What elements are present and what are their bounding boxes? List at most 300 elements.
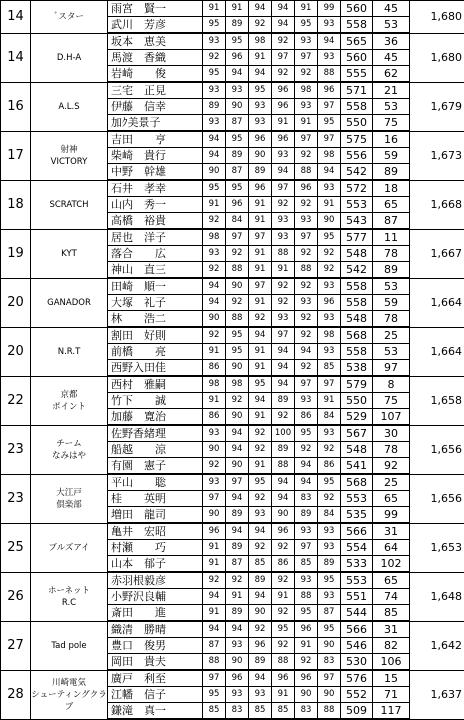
team-name-line: ﾞスター: [31, 11, 107, 23]
individual-total: 546: [341, 638, 373, 654]
series-score: 91: [318, 393, 341, 409]
team-name-line: ホーネット: [31, 585, 107, 597]
individual-place: 85: [373, 605, 410, 622]
series-score: 96: [249, 180, 272, 197]
series-score: 93: [203, 246, 226, 262]
team-name: [31, 621, 108, 670]
series-score: 93: [272, 148, 295, 164]
series-score: 92: [295, 442, 318, 458]
individual-total: 554: [341, 540, 373, 556]
individual-place: 30: [373, 425, 410, 442]
series-score: 98: [203, 376, 226, 393]
team-rank: 14: [1, 33, 31, 82]
series-score: 90: [226, 654, 249, 671]
individual-total: 576: [341, 670, 373, 687]
series-score: 93: [272, 213, 295, 230]
series-score: 91: [203, 344, 226, 360]
individual-place: 25: [373, 474, 410, 491]
series-score: 92: [249, 17, 272, 34]
series-score: 88: [318, 66, 341, 83]
series-score: 93: [318, 311, 341, 328]
individual-total: 553: [341, 572, 373, 589]
individual-place: 15: [373, 670, 410, 687]
team-name: [31, 82, 108, 131]
series-score: 95: [295, 17, 318, 34]
series-score: 89: [226, 17, 249, 34]
series-score: 91: [203, 605, 226, 622]
series-score: 93: [249, 115, 272, 132]
series-score: 91: [203, 1, 226, 17]
series-score: 97: [272, 50, 295, 66]
series-score: 94: [318, 164, 341, 181]
series-score: 92: [249, 442, 272, 458]
series-score: 92: [203, 262, 226, 279]
series-score: 96: [272, 523, 295, 540]
individual-place: 65: [373, 491, 410, 507]
series-score: 91: [272, 589, 295, 605]
individual-total: 541: [341, 458, 373, 475]
series-score: 92: [272, 33, 295, 50]
series-score: 90: [203, 311, 226, 328]
series-score: 93: [295, 393, 318, 409]
series-score: 93: [249, 687, 272, 703]
individual-total: 572: [341, 180, 373, 197]
team-name: [31, 180, 108, 229]
series-score: 91: [249, 458, 272, 475]
series-score: 89: [249, 572, 272, 589]
shooter-name: 三宅 正見: [108, 82, 203, 99]
series-score: 97: [318, 131, 341, 148]
team-name: [31, 278, 108, 327]
series-score: 91: [295, 638, 318, 654]
series-score: 97: [318, 376, 341, 393]
series-score: 94: [272, 360, 295, 377]
individual-place: 45: [373, 50, 410, 66]
individual-total: 548: [341, 442, 373, 458]
series-score: 97: [295, 540, 318, 556]
series-score: 92: [272, 66, 295, 83]
individual-total: 567: [341, 425, 373, 442]
individual-total: 550: [341, 115, 373, 132]
series-score: 83: [295, 703, 318, 720]
individual-total: 577: [341, 229, 373, 246]
shooter-name: 武川 芳彦: [108, 17, 203, 34]
series-score: 91: [249, 409, 272, 426]
series-score: 93: [272, 311, 295, 328]
team-rank: 18: [1, 180, 31, 229]
series-score: 93: [226, 638, 249, 654]
team-rank: 25: [1, 523, 31, 572]
series-score: 90: [226, 409, 249, 426]
series-score: 96: [249, 638, 272, 654]
series-score: 96: [226, 50, 249, 66]
series-score: 92: [203, 213, 226, 230]
series-score: 91: [226, 589, 249, 605]
member-row: [1, 327, 464, 344]
series-score: 93: [203, 33, 226, 50]
series-score: 92: [272, 605, 295, 622]
individual-place: 74: [373, 589, 410, 605]
series-score: 96: [272, 82, 295, 99]
individual-total: 558: [341, 99, 373, 115]
shooter-name: 神山 直三: [108, 262, 203, 279]
series-score: 89: [318, 556, 341, 573]
shooter-name: 岡田 貴夫: [108, 654, 203, 671]
series-score: 91: [249, 344, 272, 360]
series-score: 86: [272, 556, 295, 573]
team-rank: 27: [1, 621, 31, 670]
series-score: 90: [203, 164, 226, 181]
team-name: [31, 327, 108, 376]
member-row: [1, 621, 464, 638]
series-score: 96: [272, 131, 295, 148]
individual-total: 565: [341, 33, 373, 50]
results-body: [1, 1, 464, 720]
individual-place: 65: [373, 572, 410, 589]
series-score: 94: [272, 376, 295, 393]
individual-place: 53: [373, 17, 410, 34]
series-score: 95: [203, 687, 226, 703]
team-total: 1,656: [410, 425, 464, 474]
individual-place: 75: [373, 393, 410, 409]
series-score: 97: [318, 670, 341, 687]
member-row: [1, 131, 464, 148]
shooter-name: 高橋 裕貴: [108, 213, 203, 230]
member-row: [1, 670, 464, 687]
series-score: 91: [203, 556, 226, 573]
team-total: 1,642: [410, 621, 464, 670]
series-score: 86: [203, 360, 226, 377]
series-score: 87: [226, 164, 249, 181]
series-score: 91: [249, 295, 272, 311]
shooter-name: 亀井 宏昭: [108, 523, 203, 540]
series-score: 86: [295, 409, 318, 426]
series-score: 95: [203, 17, 226, 34]
individual-total: 544: [341, 605, 373, 622]
series-score: 85: [318, 360, 341, 377]
series-score: 89: [226, 507, 249, 524]
series-score: 98: [318, 327, 341, 344]
individual-place: 99: [373, 507, 410, 524]
series-score: 93: [203, 474, 226, 491]
series-score: 94: [249, 66, 272, 83]
series-score: 92: [295, 654, 318, 671]
team-total: 1,664: [410, 278, 464, 327]
team-name-line: Tad pole: [31, 640, 107, 652]
team-rank: 23: [1, 425, 31, 474]
series-score: 93: [226, 687, 249, 703]
individual-total: 553: [341, 197, 373, 213]
series-score: 92: [203, 572, 226, 589]
shooter-name: 山内 秀一: [108, 197, 203, 213]
series-score: 84: [226, 213, 249, 230]
individual-place: 59: [373, 295, 410, 311]
series-score: 93: [203, 425, 226, 442]
individual-place: 53: [373, 278, 410, 295]
series-score: 98: [249, 33, 272, 50]
team-name-line: SCRATCH: [31, 199, 107, 211]
series-score: 97: [249, 278, 272, 295]
series-score: 94: [226, 66, 249, 83]
series-score: 92: [295, 278, 318, 295]
series-score: 94: [272, 17, 295, 34]
shooter-name: 伊藤 信幸: [108, 99, 203, 115]
series-score: 94: [295, 458, 318, 475]
series-score: 94: [203, 621, 226, 638]
individual-total: 552: [341, 687, 373, 703]
shooter-name: 前橋 亮: [108, 344, 203, 360]
series-score: 88: [226, 311, 249, 328]
series-score: 95: [249, 376, 272, 393]
team-total: 1,667: [410, 229, 464, 278]
series-score: 97: [272, 180, 295, 197]
series-score: 97: [295, 229, 318, 246]
series-score: 94: [203, 131, 226, 148]
series-score: 97: [295, 50, 318, 66]
individual-place: 36: [373, 33, 410, 50]
series-score: 97: [226, 229, 249, 246]
series-score: 95: [226, 344, 249, 360]
team-name-line: 大江戸: [31, 487, 107, 499]
individual-total: 558: [341, 295, 373, 311]
shooter-name: 馬渡 香織: [108, 50, 203, 66]
series-score: 97: [249, 229, 272, 246]
individual-place: 45: [373, 1, 410, 17]
team-name-line: N.R.T: [31, 346, 107, 358]
series-score: 93: [318, 425, 341, 442]
series-score: 95: [295, 605, 318, 622]
individual-total: 566: [341, 621, 373, 638]
series-score: 89: [226, 605, 249, 622]
series-score: 94: [249, 670, 272, 687]
series-score: 90: [226, 99, 249, 115]
series-score: 91: [249, 262, 272, 279]
series-score: 96: [249, 131, 272, 148]
series-score: 92: [249, 311, 272, 328]
shooter-name: 西村 雅嗣: [108, 376, 203, 393]
individual-place: 65: [373, 197, 410, 213]
series-score: 91: [249, 246, 272, 262]
team-rank: 14: [1, 1, 31, 34]
shooter-name: 大塚 礼子: [108, 295, 203, 311]
shooter-name: 坂本 恵美: [108, 33, 203, 50]
series-score: 91: [272, 115, 295, 132]
series-score: 87: [318, 605, 341, 622]
individual-place: 71: [373, 687, 410, 703]
series-score: 91: [249, 50, 272, 66]
team-name-line: KYT: [31, 248, 107, 260]
series-score: 91: [272, 262, 295, 279]
team-name: [31, 425, 108, 474]
series-score: 96: [226, 197, 249, 213]
series-score: 94: [203, 589, 226, 605]
individual-total: 551: [341, 589, 373, 605]
series-score: 96: [226, 670, 249, 687]
series-score: 94: [272, 1, 295, 17]
series-score: 89: [272, 442, 295, 458]
series-score: 92: [272, 197, 295, 213]
series-score: 95: [226, 327, 249, 344]
shooter-name: 有園 憲子: [108, 458, 203, 475]
series-score: 91: [203, 197, 226, 213]
shooter-name: 岩崎 俊: [108, 66, 203, 83]
individual-total: 566: [341, 523, 373, 540]
series-score: 93: [318, 278, 341, 295]
individual-place: 75: [373, 115, 410, 132]
series-score: 96: [295, 670, 318, 687]
series-score: 92: [226, 572, 249, 589]
team-name-line: VICTORY: [31, 156, 107, 168]
individual-place: 8: [373, 376, 410, 393]
series-score: 85: [249, 556, 272, 573]
series-score: 96: [272, 670, 295, 687]
series-score: 94: [203, 278, 226, 295]
series-score: 92: [272, 278, 295, 295]
series-score: 95: [318, 474, 341, 491]
series-score: 92: [295, 327, 318, 344]
series-score: 89: [226, 148, 249, 164]
series-score: 95: [318, 229, 341, 246]
series-score: 100: [272, 425, 295, 442]
series-score: 89: [203, 99, 226, 115]
series-score: 93: [295, 572, 318, 589]
series-score: 94: [249, 327, 272, 344]
series-score: 95: [226, 131, 249, 148]
member-row: [1, 229, 464, 246]
series-score: 86: [203, 409, 226, 426]
team-name: [31, 1, 108, 34]
series-score: 90: [203, 507, 226, 524]
team-name-line: ポイント: [31, 401, 107, 413]
series-score: 93: [295, 33, 318, 50]
series-score: 96: [295, 621, 318, 638]
individual-place: 102: [373, 556, 410, 573]
individual-total: 558: [341, 17, 373, 34]
team-total: 1,637: [410, 670, 464, 719]
shooter-name: 鎌滝 真一: [108, 703, 203, 720]
individual-place: 18: [373, 180, 410, 197]
member-row: [1, 180, 464, 197]
series-score: 83: [226, 703, 249, 720]
shooter-name: 平山 聡: [108, 474, 203, 491]
team-rank: 28: [1, 670, 31, 719]
series-score: 92: [318, 491, 341, 507]
series-score: 88: [272, 246, 295, 262]
shooter-name: 加ｸ美景子: [108, 115, 203, 132]
series-score: 98: [318, 148, 341, 164]
series-score: 99: [318, 1, 341, 17]
shooter-name: 田崎 順一: [108, 278, 203, 295]
shooter-name: 村瀬 巧: [108, 540, 203, 556]
series-score: 92: [295, 311, 318, 328]
team-rank: 17: [1, 131, 31, 180]
team-name-line: シューティングクラブ: [31, 689, 107, 713]
series-score: 97: [295, 376, 318, 393]
series-score: 97: [203, 491, 226, 507]
team-name-line: ブルズアイ: [31, 542, 107, 554]
series-score: 88: [318, 703, 341, 720]
individual-total: 543: [341, 213, 373, 230]
individual-place: 106: [373, 654, 410, 671]
individual-place: 53: [373, 344, 410, 360]
series-score: 92: [318, 262, 341, 279]
series-score: 88: [203, 654, 226, 671]
series-score: 85: [203, 703, 226, 720]
series-score: 97: [318, 99, 341, 115]
team-total: 1,668: [410, 180, 464, 229]
individual-total: 558: [341, 278, 373, 295]
series-score: 91: [318, 197, 341, 213]
team-rank: 16: [1, 82, 31, 131]
individual-total: 509: [341, 703, 373, 720]
individual-place: 117: [373, 703, 410, 720]
shooter-name: 増田 龍司: [108, 507, 203, 524]
series-score: 92: [203, 327, 226, 344]
member-row: [1, 1, 464, 17]
series-score: 94: [318, 33, 341, 50]
team-name: [31, 670, 108, 719]
individual-place: 89: [373, 164, 410, 181]
individual-total: 535: [341, 507, 373, 524]
shooter-name: 加藤 寛治: [108, 409, 203, 426]
individual-total: 558: [341, 344, 373, 360]
individual-total: 542: [341, 164, 373, 181]
series-score: 94: [249, 1, 272, 17]
series-score: 93: [203, 115, 226, 132]
team-name-line: R.C: [31, 597, 107, 609]
series-score: 92: [318, 246, 341, 262]
individual-place: 78: [373, 311, 410, 328]
team-name-line: GANADOR: [31, 297, 107, 309]
individual-place: 64: [373, 540, 410, 556]
series-score: 96: [318, 295, 341, 311]
shooter-name: 西野入田佳: [108, 360, 203, 377]
series-score: 91: [272, 687, 295, 703]
team-total: 1,653: [410, 523, 464, 572]
series-score: 91: [295, 1, 318, 17]
shooter-name: 織清 勝晴: [108, 621, 203, 638]
shooter-name: 赤羽根毅彦: [108, 572, 203, 589]
team-name-line: A.L.S: [31, 101, 107, 113]
individual-total: 550: [341, 393, 373, 409]
series-score: 88: [295, 164, 318, 181]
series-score: 97: [295, 131, 318, 148]
team-total: 1,679: [410, 82, 464, 131]
series-score: 94: [249, 523, 272, 540]
series-score: 90: [249, 148, 272, 164]
series-score: 93: [249, 99, 272, 115]
series-score: 91: [226, 1, 249, 17]
series-score: 89: [226, 540, 249, 556]
series-score: 93: [318, 50, 341, 66]
series-score: 92: [226, 295, 249, 311]
series-score: 89: [249, 164, 272, 181]
series-score: 94: [249, 393, 272, 409]
series-score: 93: [318, 344, 341, 360]
member-row: [1, 523, 464, 540]
series-score: 93: [318, 17, 341, 34]
individual-place: 16: [373, 131, 410, 148]
series-score: 98: [226, 376, 249, 393]
team-total: 1,680: [410, 33, 464, 82]
series-score: 94: [272, 164, 295, 181]
series-score: 90: [318, 638, 341, 654]
shooter-name: 小野沢良輔: [108, 589, 203, 605]
individual-place: 107: [373, 409, 410, 426]
series-score: 92: [249, 621, 272, 638]
series-score: 95: [203, 180, 226, 197]
series-score: 91: [203, 393, 226, 409]
